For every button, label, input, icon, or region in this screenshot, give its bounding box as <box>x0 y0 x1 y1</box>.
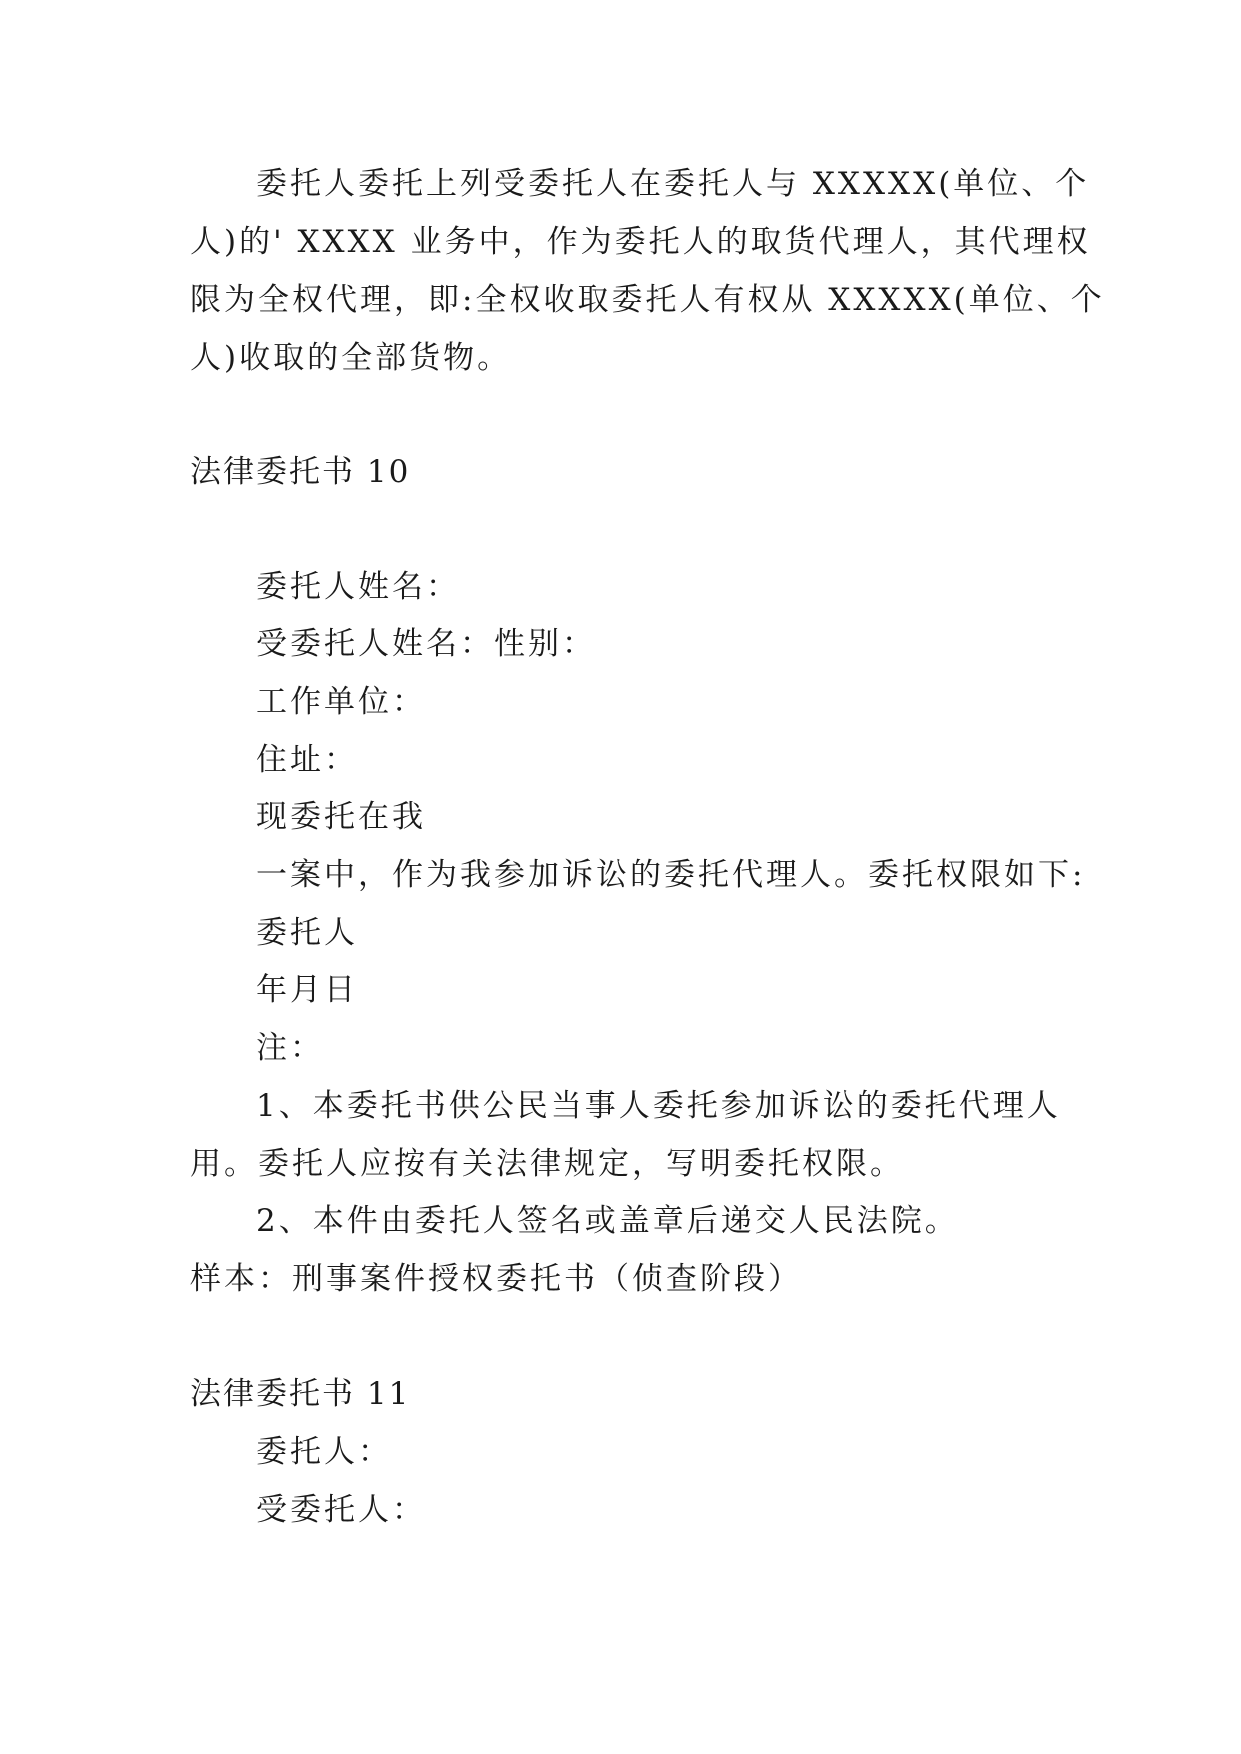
field-address: 住址： <box>256 742 358 778</box>
note-item-2: 2、本件由委托人签名或盖章后递交人民法院。 <box>256 1203 959 1239</box>
note-item-1: 1、本委托书供公民当事人委托参加诉讼的委托代理人 <box>256 1088 1061 1124</box>
field-agent-name-gender: 受委托人姓名：性别： <box>256 626 596 662</box>
paragraph-line: 人)的' XXXX 业务中，作为委托人的取货代理人，其代理权 <box>190 224 1091 260</box>
entrust-line: 现委托在我 <box>256 799 426 835</box>
case-line: 一案中，作为我参加诉讼的委托代理人。委托权限如下: <box>256 857 1086 893</box>
field-principal-name: 委托人姓名： <box>256 569 460 605</box>
field-work-unit: 工作单位： <box>256 684 426 720</box>
paragraph-line: 限为全权代理，即:全权收取委托人有权从 XXXXX(单位、个 <box>190 282 1105 318</box>
note-label: 注： <box>256 1030 324 1066</box>
section-heading: 法律委托书 10 <box>190 454 411 490</box>
field-agent: 受委托人： <box>256 1492 426 1528</box>
paragraph-line: 人)收取的全部货物。 <box>190 340 512 376</box>
paragraph-line: 委托人委托上列受委托人在委托人与 XXXXX(单位、个 <box>256 166 1090 202</box>
note-item-1-continued: 用。委托人应按有关法律规定，写明委托权限。 <box>190 1146 904 1182</box>
date-label: 年月日 <box>256 972 358 1008</box>
sample-title: 样本：刑事案件授权委托书（侦查阶段） <box>190 1261 802 1297</box>
principal-signature-label: 委托人 <box>256 915 358 951</box>
field-principal: 委托人： <box>256 1434 392 1470</box>
section-heading: 法律委托书 11 <box>190 1376 411 1412</box>
